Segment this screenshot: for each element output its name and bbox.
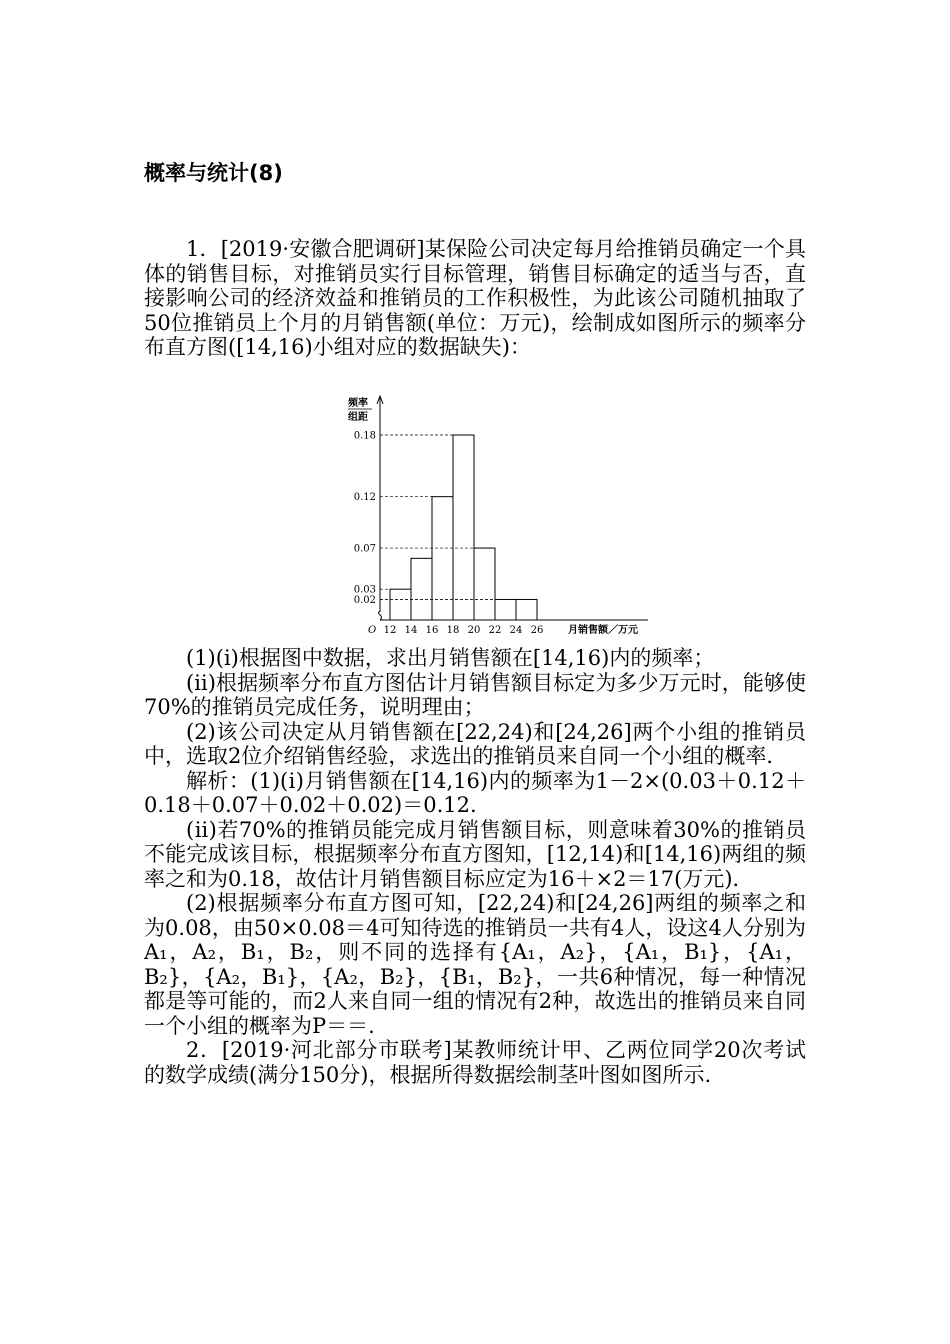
- solution-part-3: (2)根据频率分布直方图可知，[22,24)和[24,26]两组的频率之和为0.08，由50×0.08＝4可知待选的推销员一共有4人，设这4人分别为A₁，A₂，B₁，B₂，则不同的选择有{A₁，A₂}，{A₁，B₁}，{A₁，B₂}，{A₂，B₁}，{A₂，B₂}，{B₁，B₂}，一共6种情况，每一种情况都是等可能的，而2人来自同一组的情况有2种，故选出的推销员来自同一个小组的概率为P＝＝.: [144, 891, 806, 1038]
- x-tick-label: 16: [425, 625, 439, 636]
- x-tick-label: 12: [383, 625, 397, 636]
- question-1-intro: [144, 237, 806, 360]
- y-tick-label: 0.07: [353, 543, 376, 555]
- x-tick-label: 18: [446, 625, 460, 636]
- histogram-bar: [453, 435, 474, 620]
- y-tick-label: 0.12: [353, 492, 376, 504]
- question-2-intro: 2．[2019·河北部分市联考]某教师统计甲、乙两位同学20次考试的数学成绩(满分150分)，根据所得数据绘制茎叶图如图所示.: [144, 1038, 806, 1087]
- question-1-part-2: (2)该公司决定从月销售额在[22,24)和[24,26]两个小组的推销员中，选取2位介绍销售经验，求选出的推销员来自同一个小组的概率．: [144, 719, 806, 768]
- histogram-bar: [432, 497, 453, 620]
- solution-part-1: 解析：(1)(ⅰ)月销售额在[14,16)内的频率为1－2×(0.03＋0.12＋0.18＋0.07＋0.02＋0.02)＝0.12.: [144, 768, 806, 817]
- y-axis-label-bottom: 组距: [348, 412, 368, 423]
- histogram-bar: [411, 558, 432, 620]
- y-tick-label: 0.03: [353, 584, 376, 596]
- histogram-bar: [390, 589, 411, 620]
- axis-break: [379, 611, 382, 620]
- histogram-bar: [474, 548, 495, 620]
- origin-label: O: [368, 625, 377, 636]
- page-title: 概率与统计(8): [144, 161, 283, 185]
- y-axis-label-top: 频率: [348, 398, 368, 409]
- question-1-parts: [144, 646, 806, 1087]
- y-tick-label: 0.18: [353, 430, 376, 442]
- x-axis-label: 月销售额／万元: [568, 625, 638, 636]
- histogram-bar: [495, 599, 516, 620]
- x-tick-label: 26: [530, 625, 544, 636]
- question-1-part-1b: (ⅱ)根据频率分布直方图估计月销售额目标定为多少万元时，能够使70%的推销员完成任务，说明理由；: [144, 670, 806, 719]
- y-tick-label: 0.02: [353, 594, 376, 606]
- question-1-part-1: (1)(ⅰ)根据图中数据，求出月销售额在[14,16)内的频率；: [186, 646, 715, 670]
- solution-part-2: (ⅱ)若70%的推销员能完成月销售额目标，则意味着30%的推销员不能完成该目标，根据频率分布直方图知，[12,14)和[14,16)两组的频率之和为0.18，故估计月销售额目标应定为16＋×2＝17(万元)．: [144, 817, 806, 891]
- x-tick-label: 24: [509, 625, 523, 636]
- x-tick-label: 14: [404, 625, 418, 636]
- x-tick-label: 20: [467, 625, 481, 636]
- histogram-chart: [330, 392, 660, 642]
- question-1-text: 1．[2019·安徽合肥调研]某保险公司决定每月给推销员确定一个具体的销售目标，对推销员实行目标管理，销售目标确定的适当与否，直接影响公司的经济效益和推销员的工作积极性，为此该公司随机抽取了50位推销员上个月的月销售额(单位：万元)，绘制成如图所示的频率分布直方图([14,16)小组对应的数据缺失)：: [144, 237, 806, 359]
- x-tick-label: 22: [488, 625, 502, 636]
- histogram-bar: [516, 599, 537, 620]
